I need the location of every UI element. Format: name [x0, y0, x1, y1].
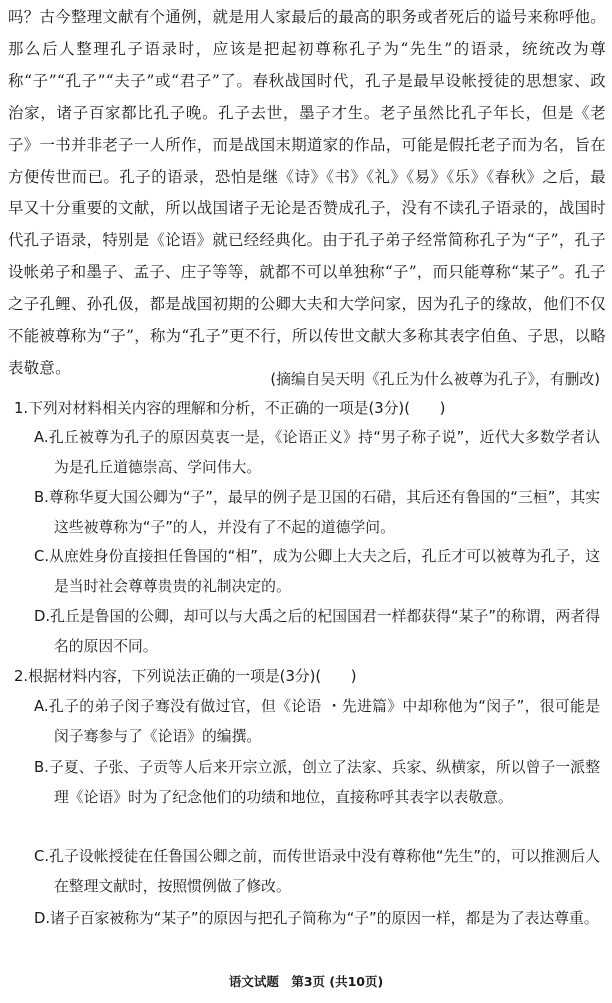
- passage-text: 吗？古今整理文献有个通例，就是用人家最后的最高的职务或者死后的谥号来称呼他。那么后人整理孔子语录时，应该是把起初尊称孔子为“先生”的语录，统统改为尊称“子”“孔子”“夫子”或“君子”了。春秋战国时代，孔子是最早设帐授徒的思想家、政治家，诸子百家都比孔子晚。孔子去世，墨子才生。老子虽然比孔子年长，但是《老子》一书并非老子一人所作，而是战国末期道家的作品，可能是假托老子而为名，旨在方便传世而已。孔子的语录，恐怕是继《诗》《书》《礼》《易》《乐》《春秋》之后，最早又十分重要的文献，所以战国诸子无论是否赞成孔子，没有不读孔子语录的，战国时代孔子语录，特别是《论语》就已经经典化。由于孔子弟子经常简称孔子为“子”，孔子设帐弟子和墨子、孟子、庄子等等，就都不可以单独称“子”，而只能尊称“某子”。孔子之子孔鲤、孙孔伋，都是战国初期的公卿大夫和大学问家，因为孔子的缘故，他们不仅不能被尊称为“子”，称为“孔子”更不行，所以传世文献大多称其表字伯鱼、子思，以略表敬意。: [8, 8, 606, 377]
- question-1-option-b: B.尊称华夏大国公卿为“子”，最早的例子是卫国的石碏，其后还有鲁国的“三桓”，其实这些被尊称为“子”的人，并没有了不起的道德学问。: [34, 489, 600, 536]
- question-2-stem: 2.根据材料内容，下列说法正确的一项是(3分)( ): [14, 668, 357, 685]
- source-citation: (摘编自吴天明《孔丘为什么被尊为孔子》，有删改): [270, 371, 600, 388]
- page-footer: 语文试题 第3页 (共10页): [228, 974, 384, 989]
- question-1-option-c: C.从庶姓身份直接担任鲁国的“相”，成为公卿上大夫之后，孔丘才可以被尊为孔子，这是当时社会尊尊贵贵的礼制决定的。: [34, 548, 600, 595]
- question-2-option-d: D.诸子百家被称为“某子”的原因与把孔子简称为“子”的原因一样，都是为了表达尊重。: [34, 910, 599, 927]
- question-1-option-d: D.孔丘是鲁国的公卿，却可以与大禹之后的杞国国君一样都获得“某子”的称谓，两者得名的原因不同。: [34, 608, 600, 655]
- question-2-option-b: B.子夏、子张、子贡等人后来开宗立派，创立了法家、兵家、纵横家，所以曾子一派整理《论语》时为了纪念他们的功绩和地位，直接称呼其表字以表敬意。: [34, 759, 600, 806]
- question-1-stem: 1.下列对材料相关内容的理解和分析，不正确的一项是(3分)( ): [14, 400, 446, 417]
- question-2-option-a: A.孔子的弟子闵子骞没有做过官，但《论语 ・先进篇》中却称他为“闵子”，很可能是闵子骞参与了《论语》的编撰。: [34, 698, 600, 745]
- question-1-option-a: A.孔丘被尊为孔子的原因莫衷一是，《论语正义》持“男子称子说”，近代大多数学者认为是孔丘道德崇高、学问伟大。: [34, 429, 600, 476]
- question-2-option-c: C.孔子设帐授徒在任鲁国公卿之前，而传世语录中没有尊称他“先生”的，可以推测后人在整理文献时，按照惯例做了修改。: [34, 848, 600, 895]
